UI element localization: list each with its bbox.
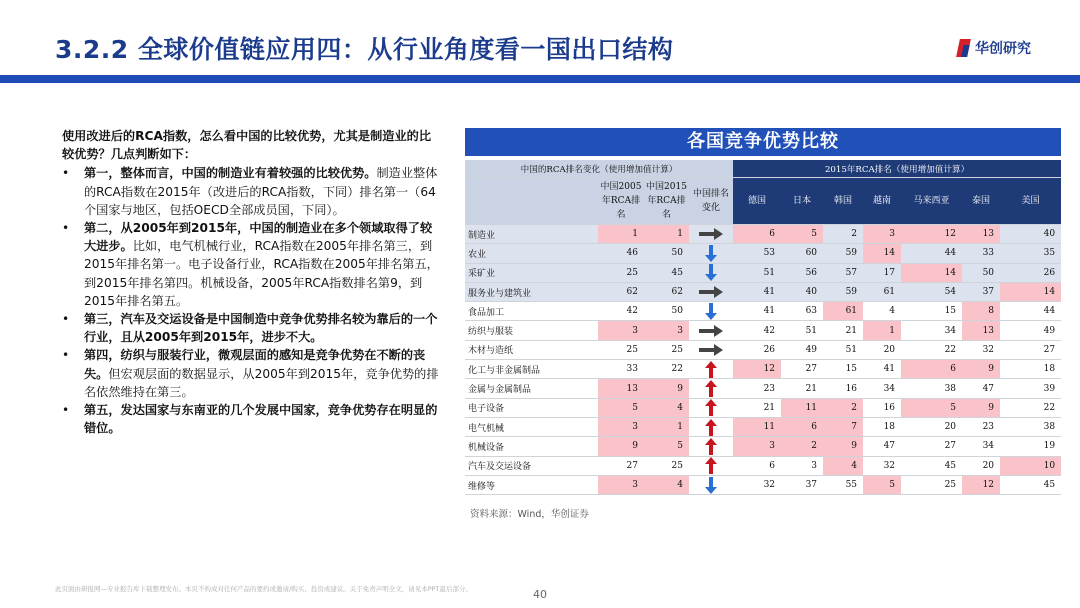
header-country: 韩国: [823, 178, 863, 225]
cell-china-2015: 22: [644, 360, 689, 379]
cell-country-rank: 63: [781, 302, 823, 321]
row-industry-label: 木材与造纸: [465, 340, 598, 359]
cell-china-2015: 25: [644, 340, 689, 359]
cell-country-rank: 47: [962, 379, 1000, 398]
table-row: [465, 475, 1061, 494]
cell-country-rank: 20: [863, 340, 901, 359]
arrow-right-icon: [699, 344, 723, 356]
table-title: 各国竞争优势比较: [465, 128, 1061, 156]
cell-china-2005: 3: [598, 417, 644, 436]
row-industry-label: 采矿业: [465, 263, 598, 282]
table-row: [465, 360, 1061, 379]
cell-country-rank: 26: [733, 340, 781, 359]
cell-country-rank: 5: [901, 398, 962, 417]
page-title: 3.2.2 全球价值链应用四：从行业角度看一国出口结构: [55, 35, 674, 64]
cell-country-rank: 56: [781, 263, 823, 282]
table-row: [465, 282, 1061, 301]
cell-country-rank: 9: [962, 360, 1000, 379]
cell-country-rank: 45: [1000, 475, 1061, 494]
cell-china-2005: 3: [598, 321, 644, 340]
cell-country-rank: 20: [962, 456, 1000, 475]
rca-ranking-table: [465, 160, 1061, 495]
arrow-up-icon: [705, 380, 717, 397]
cell-china-2015: 1: [644, 417, 689, 436]
cell-country-rank: 2: [823, 398, 863, 417]
cell-country-rank: 20: [901, 417, 962, 436]
cell-country-rank: 41: [733, 282, 781, 301]
cell-country-rank: 12: [962, 475, 1000, 494]
cell-country-rank: 13: [962, 321, 1000, 340]
cell-china-2005: 46: [598, 244, 644, 263]
cell-china-2015: 5: [644, 437, 689, 456]
bullet-item: [62, 219, 440, 310]
cell-change-arrow: [689, 263, 733, 282]
cell-country-rank: 50: [962, 263, 1000, 282]
cell-china-2015: 3: [644, 321, 689, 340]
cell-country-rank: 3: [781, 456, 823, 475]
cell-country-rank: 11: [781, 398, 823, 417]
cell-country-rank: 51: [823, 340, 863, 359]
table-subheader: [465, 178, 1061, 225]
cell-country-rank: 25: [901, 475, 962, 494]
cell-china-2015: 25: [644, 456, 689, 475]
arrow-up-icon: [705, 399, 717, 416]
cell-country-rank: 4: [823, 456, 863, 475]
bullet-dot-icon: •: [62, 348, 70, 363]
cell-country-rank: 21: [781, 379, 823, 398]
cell-country-rank: 49: [781, 340, 823, 359]
cell-country-rank: 59: [823, 282, 863, 301]
cell-country-rank: 1: [863, 321, 901, 340]
table-row: [465, 321, 1061, 340]
table-row: [465, 417, 1061, 436]
cell-country-rank: 6: [901, 360, 962, 379]
bullet-dot-icon: •: [62, 221, 70, 236]
cell-country-rank: 34: [962, 437, 1000, 456]
table-row: [465, 456, 1061, 475]
bullet-rest-text: 比如，电气机械行业，RCA指数在2005年排名第三，到2015年排名第一。电子设备行业，RCA指数在2005年排名第五，到2015年排名第四。机械设备，2005年RCA指数排名第9，到2015年排名第五。: [84, 239, 439, 308]
cell-country-rank: 6: [781, 417, 823, 436]
cell-country-rank: 3: [733, 437, 781, 456]
cell-china-2005: 3: [598, 475, 644, 494]
arrow-down-icon: [705, 477, 717, 494]
cell-change-arrow: [689, 379, 733, 398]
cell-change-arrow: [689, 340, 733, 359]
header-country: 马来西亚: [901, 178, 962, 225]
table-row: [465, 379, 1061, 398]
header-country: 德国: [733, 178, 781, 225]
cell-country-rank: 33: [962, 244, 1000, 263]
header-country: 泰国: [962, 178, 1000, 225]
cell-china-2015: 1: [644, 225, 689, 244]
table-row: [465, 302, 1061, 321]
cell-country-rank: 53: [733, 244, 781, 263]
cell-country-rank: 12: [733, 360, 781, 379]
row-industry-label: 纺织与服装: [465, 321, 598, 340]
cell-country-rank: 6: [733, 456, 781, 475]
cell-china-2015: 62: [644, 282, 689, 301]
source-note: 资料来源：Wind，华创证券: [470, 509, 589, 520]
cell-change-arrow: [689, 282, 733, 301]
row-industry-label: 电子设备: [465, 398, 598, 417]
cell-country-rank: 44: [1000, 302, 1061, 321]
cell-country-rank: 2: [781, 437, 823, 456]
cell-country-rank: 2: [823, 225, 863, 244]
arrow-down-icon: [705, 264, 717, 281]
cell-country-rank: 22: [1000, 398, 1061, 417]
cell-country-rank: 26: [1000, 263, 1061, 282]
cell-country-rank: 60: [781, 244, 823, 263]
arrow-up-icon: [705, 438, 717, 455]
header-group-2015: 2015年RCA排名（使用增加值计算）: [733, 160, 1061, 178]
cell-change-arrow: [689, 302, 733, 321]
table-row: [465, 225, 1061, 244]
cell-country-rank: 41: [863, 360, 901, 379]
header-country: 美国: [1000, 178, 1061, 225]
arrow-right-icon: [699, 286, 723, 298]
cell-country-rank: 9: [823, 437, 863, 456]
cell-country-rank: 61: [823, 302, 863, 321]
bullet-item: [62, 401, 440, 437]
cell-china-2005: 33: [598, 360, 644, 379]
bullet-item: [62, 346, 440, 401]
bullet-bold-text: 第四，纺织与服装行业，微观层面的感知是竞争优势在不断的丧失。: [84, 348, 426, 381]
cell-country-rank: 14: [863, 244, 901, 263]
table-row: [465, 244, 1061, 263]
cell-china-2015: 4: [644, 475, 689, 494]
row-industry-label: 食品加工: [465, 302, 598, 321]
cell-country-rank: 16: [823, 379, 863, 398]
arrow-up-icon: [705, 361, 717, 378]
cell-country-rank: 55: [823, 475, 863, 494]
row-industry-label: 维修等: [465, 475, 598, 494]
table-row: [465, 437, 1061, 456]
bullet-rest-text: 制造业整体的RCA指数在2015年（改进后的RCA指数，下同）排名第一（64个国家与地区，包括OECD全部成员国，下同）。: [84, 166, 438, 217]
bullet-dot-icon: •: [62, 166, 70, 181]
cell-country-rank: 8: [962, 302, 1000, 321]
cell-change-arrow: [689, 475, 733, 494]
cell-china-2005: 42: [598, 302, 644, 321]
row-industry-label: 服务业与建筑业: [465, 282, 598, 301]
brand-name: 华创研究: [975, 41, 1031, 57]
header-china-2015: 中国2015年RCA排名: [644, 178, 689, 225]
row-industry-label: 机械设备: [465, 437, 598, 456]
table-row: [465, 340, 1061, 359]
cell-country-rank: 5: [781, 225, 823, 244]
bullet-bold-text: 第五，发达国家与东南亚的几个发展中国家，竞争优势存在明显的错位。: [84, 403, 438, 436]
cell-country-rank: 10: [1000, 456, 1061, 475]
cell-country-rank: 54: [901, 282, 962, 301]
cell-country-rank: 23: [962, 417, 1000, 436]
cell-change-arrow: [689, 417, 733, 436]
cell-country-rank: 17: [863, 263, 901, 282]
bullet-dot-icon: •: [62, 312, 70, 327]
cell-country-rank: 34: [863, 379, 901, 398]
cell-change-arrow: [689, 437, 733, 456]
cell-country-rank: 27: [1000, 340, 1061, 359]
cell-china-2015: 45: [644, 263, 689, 282]
cell-china-2005: 62: [598, 282, 644, 301]
cell-country-rank: 18: [1000, 360, 1061, 379]
cell-change-arrow: [689, 398, 733, 417]
cell-country-rank: 12: [901, 225, 962, 244]
cell-country-rank: 9: [962, 398, 1000, 417]
cell-china-2005: 13: [598, 379, 644, 398]
cell-country-rank: 18: [863, 417, 901, 436]
header-change: 中国排名变化: [689, 178, 733, 225]
bullet-bold-text: 第一，整体而言，中国的制造业有着较强的比较优势。: [84, 166, 377, 181]
cell-change-arrow: [689, 321, 733, 340]
row-industry-label: 制造业: [465, 225, 598, 244]
arrow-up-icon: [705, 457, 717, 474]
cell-change-arrow: [689, 244, 733, 263]
cell-country-rank: 14: [1000, 282, 1061, 301]
header-country: 越南: [863, 178, 901, 225]
cell-country-rank: 6: [733, 225, 781, 244]
cell-country-rank: 38: [1000, 417, 1061, 436]
row-industry-label: 农业: [465, 244, 598, 263]
row-industry-label: 电气机械: [465, 417, 598, 436]
cell-country-rank: 42: [733, 321, 781, 340]
cell-country-rank: 21: [823, 321, 863, 340]
cell-china-2005: 25: [598, 263, 644, 282]
cell-china-2005: 25: [598, 340, 644, 359]
cell-country-rank: 7: [823, 417, 863, 436]
cell-china-2015: 50: [644, 302, 689, 321]
cell-country-rank: 32: [733, 475, 781, 494]
cell-country-rank: 21: [733, 398, 781, 417]
header-group-china: 中国的RCA排名变化（使用增加值计算）: [465, 160, 733, 178]
cell-china-2005: 27: [598, 456, 644, 475]
cell-country-rank: 27: [901, 437, 962, 456]
bullet-list: [62, 164, 440, 437]
cell-china-2015: 50: [644, 244, 689, 263]
header-industry: [465, 178, 598, 225]
row-industry-label: 金属与金属制品: [465, 379, 598, 398]
bullet-rest-text: 但宏观层面的数据显示，从2005年到2015年，竞争优势的排名依然维持在第三。: [84, 366, 439, 399]
arrow-up-icon: [705, 419, 717, 436]
cell-country-rank: 14: [901, 263, 962, 282]
cell-country-rank: 32: [863, 456, 901, 475]
cell-country-rank: 57: [823, 263, 863, 282]
bullet-bold-text: 第三，汽车及交运设备是中国制造中竞争优势排名较为靠后的一个行业，且从2005年到2015年，进步不大。: [84, 312, 438, 345]
page-number: 40: [533, 588, 547, 601]
cell-country-rank: 37: [781, 475, 823, 494]
cell-country-rank: 37: [962, 282, 1000, 301]
header-china-2005: 中国2005年RCA排名: [598, 178, 644, 225]
table-row: [465, 263, 1061, 282]
table-body: [465, 225, 1061, 495]
cell-country-rank: 23: [733, 379, 781, 398]
row-industry-label: 化工与非金属制品: [465, 360, 598, 379]
cell-country-rank: 45: [901, 456, 962, 475]
brand-logo: [958, 38, 1031, 58]
cell-country-rank: 13: [962, 225, 1000, 244]
cell-country-rank: 59: [823, 244, 863, 263]
bullet-item: [62, 310, 440, 346]
cell-country-rank: 61: [863, 282, 901, 301]
cell-country-rank: 15: [823, 360, 863, 379]
cell-country-rank: 15: [901, 302, 962, 321]
title-divider-bar: [0, 75, 1080, 83]
table-row: [465, 398, 1061, 417]
cell-change-arrow: [689, 225, 733, 244]
cell-country-rank: 38: [901, 379, 962, 398]
bullet-bold-text: 第二，从2005年到2015年，中国的制造业在多个领域取得了较大进步。: [84, 221, 433, 254]
cell-china-2015: 9: [644, 379, 689, 398]
cell-country-rank: 5: [863, 475, 901, 494]
cell-country-rank: 11: [733, 417, 781, 436]
header-country: 日本: [781, 178, 823, 225]
bullet-dot-icon: •: [62, 403, 70, 418]
cell-country-rank: 19: [1000, 437, 1061, 456]
cell-change-arrow: [689, 360, 733, 379]
cell-china-2005: 1: [598, 225, 644, 244]
bullet-item: [62, 164, 440, 219]
cell-country-rank: 4: [863, 302, 901, 321]
cell-country-rank: 40: [781, 282, 823, 301]
cell-country-rank: 39: [1000, 379, 1061, 398]
cell-country-rank: 44: [901, 244, 962, 263]
row-industry-label: 汽车及交运设备: [465, 456, 598, 475]
cell-country-rank: 41: [733, 302, 781, 321]
analysis-text: [62, 127, 440, 437]
cell-country-rank: 51: [781, 321, 823, 340]
cell-country-rank: 35: [1000, 244, 1061, 263]
cell-china-2015: 4: [644, 398, 689, 417]
cell-china-2005: 9: [598, 437, 644, 456]
cell-change-arrow: [689, 456, 733, 475]
arrow-down-icon: [705, 245, 717, 262]
cell-country-rank: 16: [863, 398, 901, 417]
cell-country-rank: 27: [781, 360, 823, 379]
arrow-down-icon: [705, 303, 717, 320]
cell-china-2005: 5: [598, 398, 644, 417]
cell-country-rank: 34: [901, 321, 962, 340]
cell-country-rank: 22: [901, 340, 962, 359]
brand-logo-icon: [956, 39, 971, 57]
disclaimer-footer: 此页面由研报网—专业报告库下载整理发布。本页不构成对任何产品的要约或邀请/购买、投资或建议。关于免责声明全文，请见本PPT最后部分。: [55, 585, 472, 593]
cell-country-rank: 49: [1000, 321, 1061, 340]
arrow-right-icon: [699, 228, 723, 240]
cell-country-rank: 51: [733, 263, 781, 282]
cell-country-rank: 3: [863, 225, 901, 244]
intro-text: 使用改进后的RCA指数，怎么看中国的比较优势，尤其是制造业的比较优势？几点判断如下：: [62, 129, 432, 162]
cell-country-rank: 32: [962, 340, 1000, 359]
cell-country-rank: 47: [863, 437, 901, 456]
arrow-right-icon: [699, 325, 723, 337]
cell-country-rank: 40: [1000, 225, 1061, 244]
